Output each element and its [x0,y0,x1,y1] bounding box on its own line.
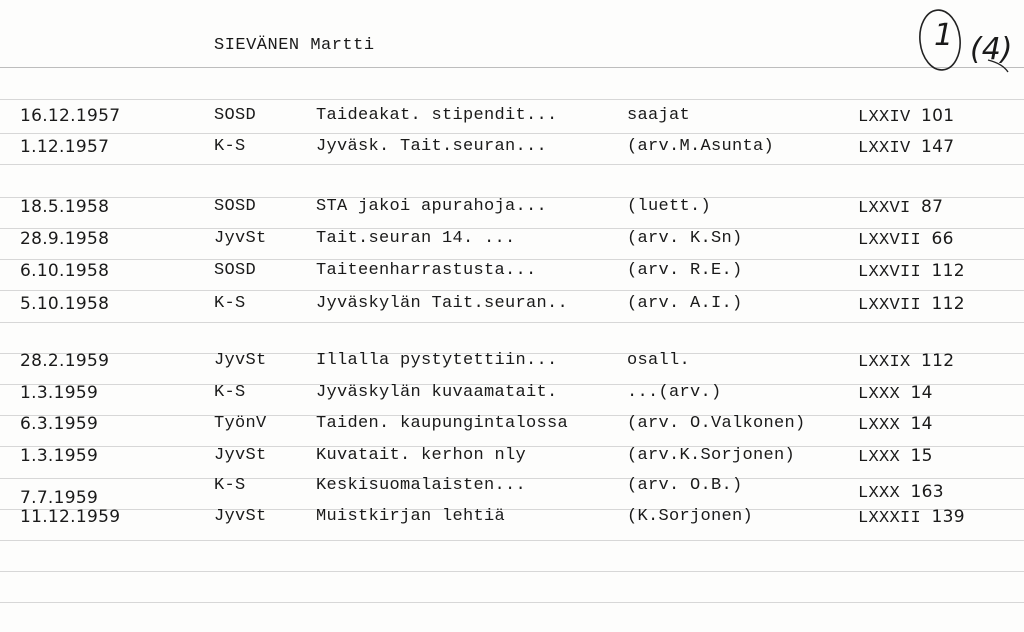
entry-page: 112 [921,351,955,371]
entry-note: (luett.) [627,197,712,216]
list-item [0,383,1024,413]
card-number: 1 [934,18,954,53]
entry-date: 11.12.1959 [20,507,121,527]
entry-page: 147 [921,137,955,157]
list-item [0,106,1024,136]
entry-title: Muistkirjan lehtiä [316,507,506,526]
entry-volume: LXXX [858,416,901,435]
entry-page: 14 [910,383,933,403]
entry-date: 1.3.1959 [20,446,99,466]
entry-title: Jyväskylän kuvaamatait. [316,383,558,402]
entry-source: JyvSt [214,229,267,248]
entry-page: 15 [910,446,933,466]
entry-title: Illalla pystytettiin... [316,351,558,370]
entry-source: SOSD [214,261,257,280]
entry-source: JyvSt [214,351,267,370]
entry-date: 28.2.1959 [20,351,110,371]
entry-note: (arv. K.Sn) [627,229,743,248]
entry-page: 87 [921,197,944,217]
entry-title: Tait.seuran 14. ... [316,229,516,248]
entry-title: Keskisuomalaisten... [316,476,527,495]
entry-title: Taiteenharrastusta... [316,261,537,280]
entry-source: JyvSt [214,446,267,465]
entry-volume: LXXX [858,484,901,503]
entry-volume: LXXVII [858,263,922,282]
card-number-stamp [918,2,1024,82]
entry-reference [858,261,965,282]
entry-reference [858,482,944,503]
entry-source: K-S [214,137,246,156]
entry-reference [858,197,943,218]
entry-reference [858,507,965,528]
entry-reference [858,383,933,404]
entry-note: (K.Sorjonen) [627,507,754,526]
entry-title: Taideakat. stipendit... [316,106,558,125]
list-item [0,351,1024,381]
entry-title: Jyväsk. Tait.seuran... [316,137,548,156]
entry-reference [858,106,954,127]
entry-volume: LXXX [858,448,901,467]
entry-note: (arv. O.Valkonen) [627,414,806,433]
entry-title: Taiden. kaupungintalossa [316,414,569,433]
entry-volume: LXXVII [858,231,922,250]
entry-reference [858,414,933,435]
entry-date: 16.12.1957 [20,106,121,126]
entry-source: K-S [214,294,246,313]
entry-page: 112 [931,294,965,314]
entry-reference [858,137,954,158]
entry-volume: LXXXII [858,509,922,528]
entry-volume: LXXIV [858,139,911,158]
entry-date: 18.5.1958 [20,197,110,217]
list-item [0,507,1024,537]
entry-title: Jyväskylän Tait.seuran.. [316,294,569,313]
ruled-line [0,540,1024,541]
entry-date: 1.12.1957 [20,137,110,157]
list-item [0,414,1024,444]
ruled-line [0,99,1024,100]
entry-page: 101 [921,106,955,126]
entry-volume: LXXX [858,385,901,404]
entry-volume: LXXVI [858,199,911,218]
ruled-line [0,602,1024,603]
entry-note: saajat [627,106,691,125]
list-item [0,137,1024,167]
entry-reference [858,446,933,467]
entry-source: TyönV [214,414,267,433]
list-item [0,261,1024,291]
entry-reference [858,294,965,315]
list-item [0,294,1024,324]
ruled-line [0,571,1024,572]
entry-note: (arv. R.E.) [627,261,743,280]
list-item [0,476,1024,506]
card-total: (4) [970,32,1013,67]
entry-page: 163 [910,482,944,502]
entry-note: (arv.M.Asunta) [627,137,775,156]
entry-volume: LXXIV [858,108,911,127]
person-name: SIEVÄNEN Martti [214,36,375,55]
list-item [0,229,1024,259]
entry-volume: LXXVII [858,296,922,315]
header-rule [0,67,1024,68]
entry-note: osall. [627,351,691,370]
entry-date: 6.3.1959 [20,414,99,434]
entry-note: (arv. O.B.) [627,476,743,495]
entry-page: 112 [931,261,965,281]
entry-date: 5.10.1958 [20,294,110,314]
entry-date: 28.9.1958 [20,229,110,249]
entry-title: Kuvatait. kerhon nly [316,446,527,465]
ruled-line [0,259,1024,260]
entry-note: ...(arv.) [627,383,722,402]
entry-volume: LXXIX [858,353,911,372]
entry-reference [858,229,954,250]
entry-reference [858,351,954,372]
entry-title: STA jakoi apurahoja... [316,197,548,216]
entry-page: 66 [931,229,954,249]
list-item [0,197,1024,227]
list-item [0,446,1024,476]
entry-source: SOSD [214,197,257,216]
entry-date: 1.3.1959 [20,383,99,403]
entry-date: 6.10.1958 [20,261,110,281]
entry-source: K-S [214,476,246,495]
entry-source: SOSD [214,106,257,125]
entry-source: JyvSt [214,507,267,526]
entry-page: 139 [931,507,965,527]
entry-page: 14 [910,414,933,434]
entry-source: K-S [214,383,246,402]
entry-note: (arv.K.Sorjonen) [627,446,796,465]
entry-date: 7.7.1959 [20,488,99,508]
entry-note: (arv. A.I.) [627,294,743,313]
